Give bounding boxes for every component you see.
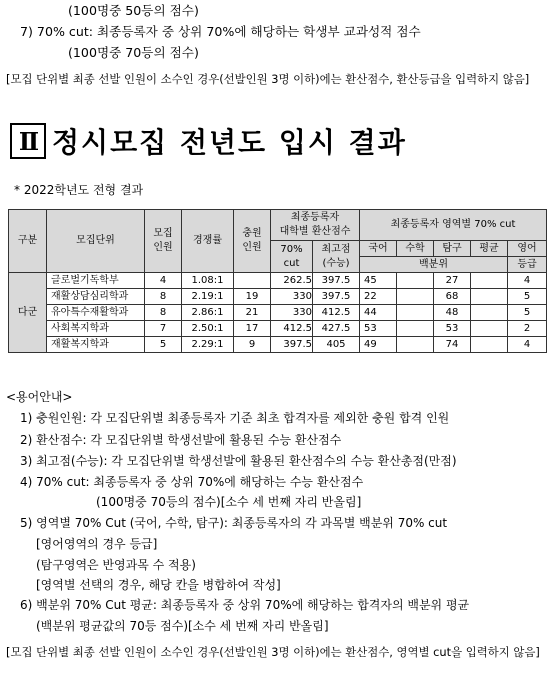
cell-cut70: 397.5 (271, 337, 313, 353)
header-area-group: 최종등록자 영역별 70% cut (360, 210, 547, 241)
cell-competition: 1.08:1 (182, 273, 234, 289)
cell-english: 2 (508, 321, 547, 337)
cell-quota: 7 (145, 321, 182, 337)
cell-extra: 19 (234, 289, 271, 305)
cell-average (471, 305, 508, 321)
cell-english: 4 (508, 337, 547, 353)
cell-math (397, 305, 434, 321)
cell-english: 5 (508, 305, 547, 321)
cell-max: 397.5 (313, 289, 360, 305)
glossary-item: 6) 백분위 70% Cut 평균: 최종등록자 중 상위 70%에 해당하는 합격자의 백분위 평균 (20, 598, 470, 612)
glossary-item: 4) 70% cut: 최종등록자 중 상위 70%에 해당하는 수능 환산점수 (20, 475, 364, 489)
cell-extra: 9 (234, 337, 271, 353)
header-unit: 모집단위 (47, 210, 145, 273)
cell-extra: 21 (234, 305, 271, 321)
cell-max: 405 (313, 337, 360, 353)
cell-average (471, 321, 508, 337)
glossary-subitem: [영어영역의 경우 등급] (36, 537, 158, 551)
cell-english: 4 (508, 273, 547, 289)
cell-cut70: 330 (271, 305, 313, 321)
cut-definition-line: 7) 70% cut: 최종등록자 중 상위 70%에 해당하는 학생부 교과성적 점수 (20, 24, 421, 39)
cell-average (471, 337, 508, 353)
header-max: 최고점 (수능) (313, 241, 360, 273)
cell-competition: 2.29:1 (182, 337, 234, 353)
cell-korean: 45 (360, 273, 397, 289)
glossary-heading: <용어안내> (6, 390, 73, 404)
cell-korean: 49 (360, 337, 397, 353)
group-label: 다군 (9, 273, 47, 353)
glossary-subitem: (100명중 70등의 점수)[소수 세 번째 자리 반올림] (96, 495, 362, 509)
score-note-line: (100명중 50등의 점수) (68, 3, 199, 18)
cell-unit: 글로벌기독학부 (47, 273, 145, 289)
cell-unit: 재활복지학과 (47, 337, 145, 353)
header-division: 구분 (9, 210, 47, 273)
header-competition: 경쟁률 (182, 210, 234, 273)
header-extra: 충원 인원 (234, 210, 271, 273)
table-row (9, 305, 547, 321)
cell-math (397, 321, 434, 337)
cell-korean: 44 (360, 305, 397, 321)
cell-inquiry: 48 (434, 305, 471, 321)
notice-text: [모집 단위별 최종 선발 인원이 소수인 경우(선발인원 3명 이하)에는 환산점수, 환산등급을 입력하지 않음] (6, 72, 530, 86)
cell-cut70: 330 (271, 289, 313, 305)
cell-math (397, 289, 434, 305)
cell-competition: 2.19:1 (182, 289, 234, 305)
header-quota: 모집 인원 (145, 210, 182, 273)
glossary-item: 2) 환산점수: 각 모집단위별 학생선발에 활용된 수능 환산점수 (20, 433, 342, 447)
cell-unit: 유아특수재활학과 (47, 305, 145, 321)
header-average: 평균 (471, 241, 508, 257)
cell-cut70: 412.5 (271, 321, 313, 337)
cell-quota: 5 (145, 337, 182, 353)
cell-max: 427.5 (313, 321, 360, 337)
cell-math (397, 337, 434, 353)
notice-text: [모집 단위별 최종 선발 인원이 소수인 경우(선발인원 3명 이하)에는 환산점수, 영역별 cut을 입력하지 않음] (6, 645, 540, 659)
glossary-subitem: (탐구영역은 반영과목 수 적용) (36, 558, 196, 572)
table-row (9, 337, 547, 353)
header-inquiry: 탐구 (434, 241, 471, 257)
cell-korean: 53 (360, 321, 397, 337)
cell-inquiry: 53 (434, 321, 471, 337)
header-english: 영어 (508, 241, 547, 257)
header-korean: 국어 (360, 241, 397, 257)
cell-competition: 2.86:1 (182, 305, 234, 321)
section-number-box: Ⅱ (10, 123, 46, 159)
section-title: 정시모집 전년도 입시 결과 (52, 126, 407, 159)
glossary-item: 3) 최고점(수능): 각 모집단위별 학생선발에 활용된 환산점수의 수능 환산총점(만점) (20, 454, 457, 468)
header-score-group: 최종등록자 대학별 환산점수 (271, 210, 360, 241)
score-note-line: (100명중 70등의 점수) (68, 45, 199, 60)
glossary-item: 5) 영역별 70% Cut (국어, 수학, 탐구): 최종등록자의 각 과목별 백분위 70% cut (20, 516, 448, 530)
cell-inquiry: 74 (434, 337, 471, 353)
cell-english: 5 (508, 289, 547, 305)
admission-results-table (8, 209, 547, 353)
header-cut70: 70% cut (271, 241, 313, 273)
table-row (9, 321, 547, 337)
header-grade: 등급 (508, 257, 547, 273)
cell-quota: 4 (145, 273, 182, 289)
cell-quota: 8 (145, 289, 182, 305)
header-percentile: 백분위 (360, 257, 508, 273)
cell-average (471, 289, 508, 305)
cell-quota: 8 (145, 305, 182, 321)
cell-extra (234, 273, 271, 289)
glossary-subitem: (백분위 평균값의 70등 점수)[소수 세 번째 자리 반올림] (36, 619, 329, 633)
cell-extra: 17 (234, 321, 271, 337)
cell-korean: 22 (360, 289, 397, 305)
cell-inquiry: 68 (434, 289, 471, 305)
glossary-subitem: [영역별 선택의 경우, 해당 칸을 병합하여 작성] (36, 578, 281, 592)
table-row (9, 289, 547, 305)
table-caption: * 2022학년도 전형 결과 (14, 183, 144, 197)
table-row (9, 273, 547, 289)
cell-cut70: 262.5 (271, 273, 313, 289)
cell-max: 412.5 (313, 305, 360, 321)
header-math: 수학 (397, 241, 434, 257)
cell-unit: 사회복지학과 (47, 321, 145, 337)
cell-average (471, 273, 508, 289)
glossary-item: 1) 충원인원: 각 모집단위별 최종등록자 기준 최초 합격자를 제외한 충원 합격 인원 (20, 411, 450, 425)
cell-math (397, 273, 434, 289)
cell-unit: 재활상담심리학과 (47, 289, 145, 305)
cell-inquiry: 27 (434, 273, 471, 289)
cell-competition: 2.50:1 (182, 321, 234, 337)
cell-max: 397.5 (313, 273, 360, 289)
